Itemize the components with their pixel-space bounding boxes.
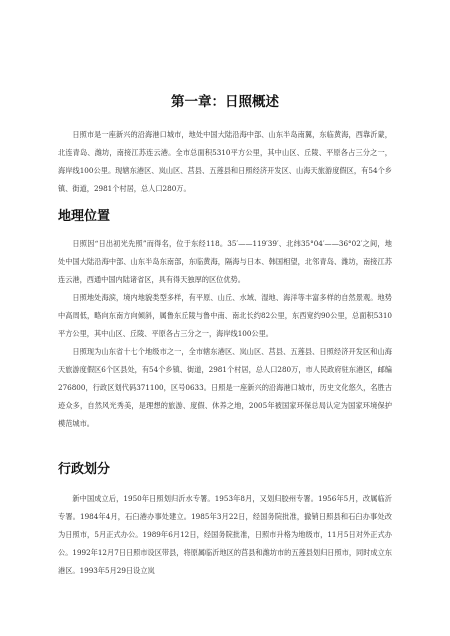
chapter-title: 第一章：日照概述 xyxy=(171,94,279,110)
administration-heading: 行政划分 xyxy=(58,462,111,477)
geography-section xyxy=(58,235,392,433)
geography-paragraph-1: 日照因“日出初光先照”而得名，位于东经118。35′——119′39′、北纬35°04′——36°02′之间，地处中国大陆沿海中部、山东半岛东南部，东临黄海，隔海与日本、韩国相望，北邻青岛、潍坊，南接江苏连云港，西通中国内陆诸省区，具有得天独厚的区位优势。 xyxy=(58,239,392,284)
geography-paragraph-2: 日照地处海滨，境内地貌类型多样，有平原、山丘、水域、湿地、海洋等丰富多样的自然景观。地势中高周低，略向东南方向倾斜，属鲁东丘陵与鲁中南、南北长约82公里，东西宽约90公里，总面积5310平方公里，其中山区、丘陵、平原各占三分之一，海岸线100公里。 xyxy=(58,293,392,338)
administration-paragraph-1: 新中国成立后，1950年日照划归沂水专署。1953年8月，又划归胶州专署。1956年5月，改属临沂专署。1984年4月，石臼港办事处建立。1985年3月22日，经国务院批准，撤销日照县和石臼办事处改为日照市，5月正式办公。1989年6月12日，经国务院批准，日照市升格为地级市，11月5日对外正式办公。1992年12月7日日照市设区带县，将原属临沂地区的莒县和潍坊市的五莲县划归日照市，同时成立东港区。1993年5月29日设立岚 xyxy=(58,494,392,575)
intro-paragraph: 日照市是一座新兴的沿海港口城市，地处中国大陆沿海中部、山东半岛南翼，东临黄海，西靠沂蒙，北连青岛、潍坊，南接江苏连云港。全市总面积5310平方公里，其中山区、丘陵、平原各占三分之一，海岸线100公里。现辖东港区、岚山区、莒县、五莲县和日照经济开发区、山海天旅游度假区，有54个乡镇、街道，2981个村居，总人口280万。 xyxy=(58,130,392,193)
geography-heading: 地理位置 xyxy=(58,209,111,224)
administration-section xyxy=(58,490,392,580)
geography-paragraph-3: 日照现为山东省十七个地级市之一，全市辖东港区、岚山区、莒县、五莲县、日照经济开发区和山海天旅游度假区6个区县处，有54个乡镇、街道，2981个村居，总人口280万，市人民政府驻东港区，邮编276800，行政区划代码371100，区号0633。日照是一座新兴的沿海港口城市，历史文化悠久，名胜古迹众多，自然风光秀美，是理想的旅游、度假、休养之地，2005年被国家环保总局认定为国家环境保护模范城市。 xyxy=(58,347,392,428)
